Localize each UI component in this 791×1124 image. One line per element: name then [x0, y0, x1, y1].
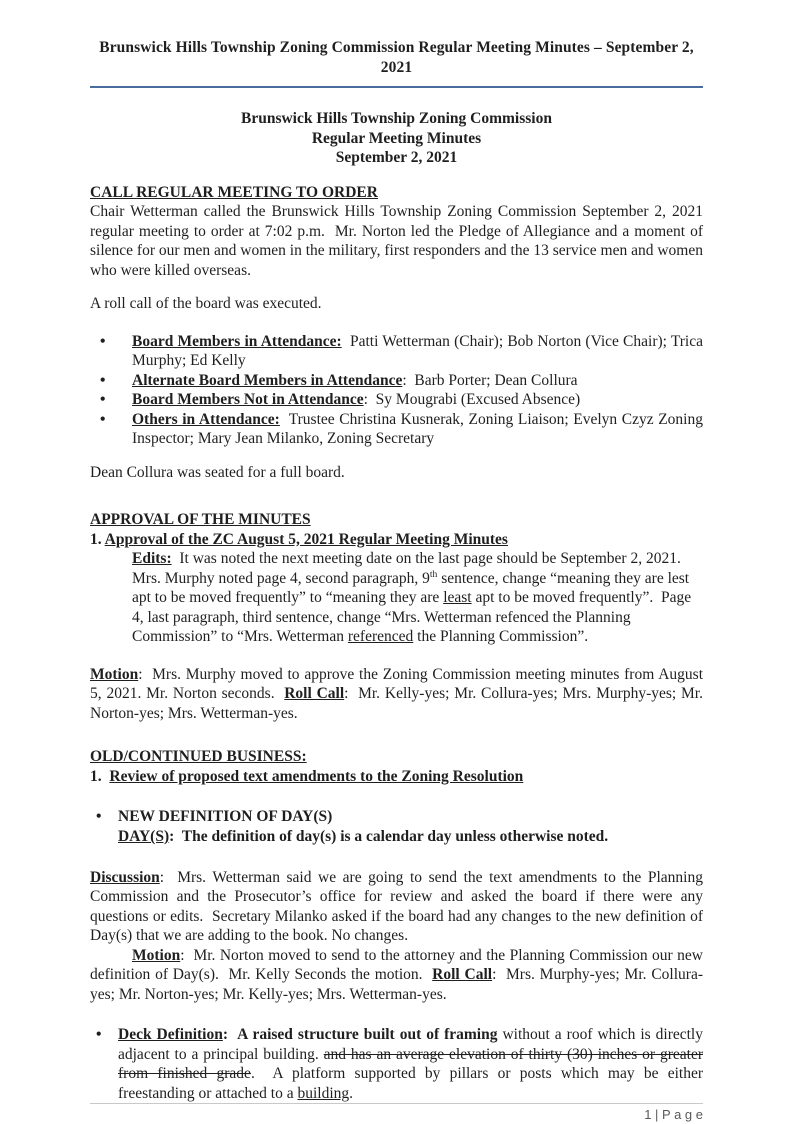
approval-item-1: 1. Approval of the ZC August 5, 2021 Regular Meeting Minutes	[90, 530, 508, 548]
section-heading-old-business: OLD/CONTINUED BUSINESS:	[90, 748, 307, 766]
deck-definition-list	[90, 1025, 703, 1103]
approval-motion-paragraph: Motion: Mrs. Murphy moved to approve the Zoning Commission meeting minutes from August 5, 2021. Mr. Norton seconds. Roll Call: Mr. Kelly-yes; Mr. Collura-yes; Mrs. Murphy-yes; Mr. Norton-yes; Mrs. Wetterman-yes.	[90, 665, 703, 722]
section-heading-approval: APPROVAL OF THE MINUTES	[90, 511, 311, 529]
list-item-day-definition	[90, 807, 703, 846]
page-number: 1 | P a g e	[644, 1107, 703, 1123]
document-title	[90, 109, 703, 168]
section-heading-call-to-order: CALL REGULAR MEETING TO ORDER	[90, 183, 378, 201]
page-footer	[90, 1103, 703, 1123]
page-header	[90, 38, 703, 88]
document-title-line-3: September 2, 2021	[335, 149, 458, 167]
roll-call-note: A roll call of the board was executed.	[90, 295, 322, 313]
seated-note: Dean Collura was seated for a full board.	[90, 463, 345, 481]
edits-paragraph: Edits: It was noted the next meeting date on the last page should be September 2, 2021. Mrs. Murphy noted page 4, second paragraph, 9th sentence, change “meaning they are lest apt to be moved frequently” to “meaning they are least apt to be moved frequently”. Page 4, last paragraph, third sentence, change “Mrs. Wetterman refenced the Planning Commission” to “Mrs. Wetterman referenced the Planning Commission”.	[132, 550, 692, 646]
call-to-order-paragraph: Chair Wetterman called the Brunswick Hills Township Zoning Commission September 2, 2021 regular meeting to order at 7:02 p.m. Mr. Norton led the Pledge of Allegiance and a moment of silence for our men and women in the military, first responders and the 13 service men and women who were killed overseas.	[90, 203, 703, 279]
list-item-board-members: • Board Members in Attendance: Patti Wetterman (Chair); Bob Norton (Vice Chair); Trica Murphy; Ed Kelly	[90, 332, 703, 371]
discussion-paragraph: Discussion: Mrs. Wetterman said we are going to send the text amendments to the Planning Commission and the Prosecutor’s office for review and asked the board if there were any questions or edits. Secretary Milanko asked if the board had any changes to the new definition of Day(s) that we are adding to the book. No changes.	[90, 868, 703, 945]
document-title-line-2: Regular Meeting Minutes	[311, 129, 482, 147]
day-definition-title: • NEW DEFINITION OF DAY(S)	[118, 808, 333, 826]
list-item-members-absent: • Board Members Not in Attendance: Sy Mougrabi (Excused Absence)	[90, 390, 703, 410]
list-item-deck-definition: • Deck Definition: A raised structure built out of framing without a roof which is directly adjacent to a principal building. and has an average elevation of thirty (30) inches or greater from finished grade. A platform supported by pillars or posts which may be either freestanding or attached to a building.	[90, 1025, 703, 1103]
day-definition-list	[90, 807, 703, 846]
list-item-others: • Others in Attendance: Trustee Christina Kusnerak, Zoning Liaison; Evelyn Czyz Zoning Inspector; Mary Jean Milanko, Zoning Secretary	[90, 410, 703, 449]
document-body	[90, 88, 703, 1103]
old-business-item-1: 1. Review of proposed text amendments to the Zoning Resolution	[90, 767, 524, 785]
day-motion-paragraph: Motion: Mr. Norton moved to send to the attorney and the Planning Commission our new definition of Day(s). Mr. Kelly Seconds the motion. Roll Call: Mrs. Murphy-yes; Mr. Collura-yes; Mr. Norton-yes; Mr. Kelly-yes; Mrs. Wetterman-yes.	[90, 946, 703, 1003]
document-title-line-1: Brunswick Hills Township Zoning Commission	[241, 110, 552, 128]
list-item-alternate-members: • Alternate Board Members in Attendance: Barb Porter; Dean Collura	[90, 371, 703, 391]
attendance-list	[90, 332, 703, 449]
page-header-title: Brunswick Hills Township Zoning Commission Regular Meeting Minutes – September 2, 2021	[99, 39, 694, 76]
day-definition-text: DAY(S): The definition of day(s) is a calendar day unless otherwise noted.	[118, 827, 609, 845]
